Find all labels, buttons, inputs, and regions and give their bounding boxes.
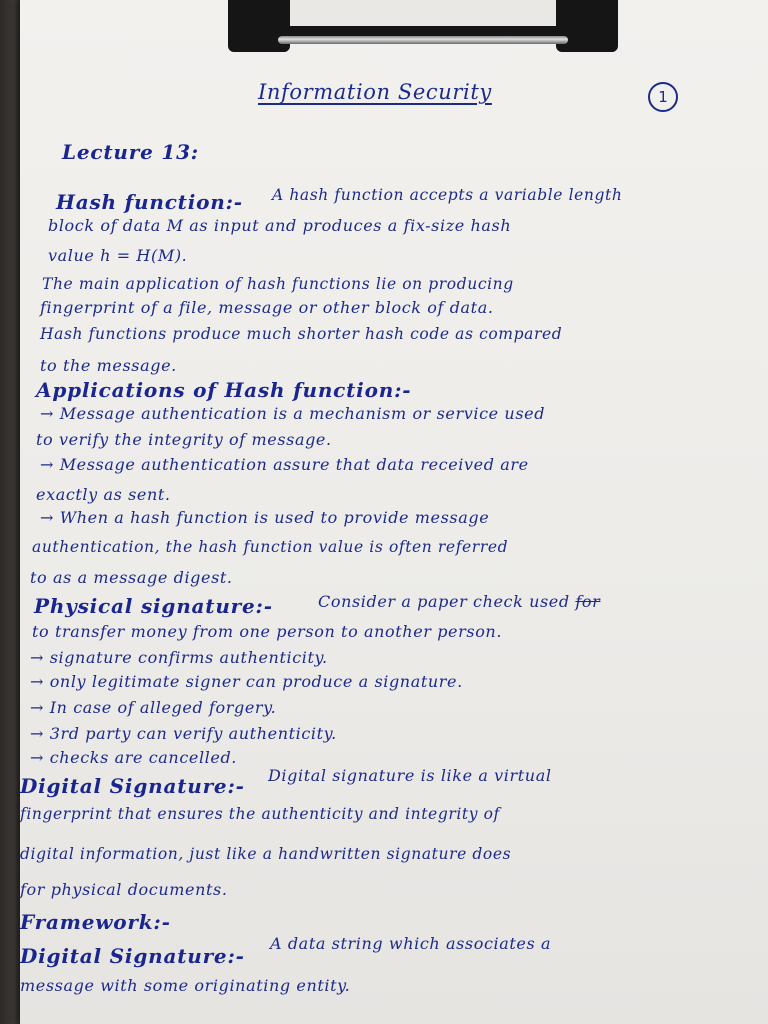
clipboard-clip — [228, 0, 618, 54]
hash-definition-line-1: A hash function accepts a variable length — [272, 186, 623, 204]
applications-point-3a: → When a hash function is used to provide message — [40, 508, 490, 527]
physical-point-4: → 3rd party can verify authenticity. — [30, 724, 337, 743]
clip-right-jaw — [556, 0, 618, 52]
application-line-1: The main application of hash functions lie on producing — [42, 275, 514, 293]
hash-function-heading: Hash function:- — [56, 190, 243, 214]
application-line-2: fingerprint of a file, message or other block of data. — [40, 298, 494, 317]
applications-point-3c: to as a message digest. — [30, 568, 233, 587]
applications-point-3b: authentication, the hash function value is often referred — [32, 538, 509, 556]
digital-signature-line-1d: for physical documents. — [20, 880, 228, 899]
physical-point-5: → checks are cancelled. — [30, 748, 237, 767]
clip-frame — [250, 0, 596, 36]
clip-wire — [278, 36, 568, 44]
framework-heading: Framework:- — [20, 910, 171, 934]
applications-point-1a: → Message authentication is a mechanism or service used — [40, 404, 546, 423]
digital-signature-line-1a: Digital signature is like a virtual — [268, 766, 552, 785]
applications-point-2a: → Message authentication assure that data received are — [40, 455, 529, 474]
digital-signature-2-line-1b: message with some originating entity. — [20, 976, 351, 995]
lecture-heading: Lecture 13: — [62, 140, 199, 164]
applications-point-2b: exactly as sent. — [36, 485, 171, 504]
physical-point-1: → signature confirms authenticity. — [30, 648, 328, 667]
physical-point-2: → only legitimate signer can produce a signature. — [30, 672, 463, 691]
clip-left-jaw — [228, 0, 290, 52]
hash-definition-line-2: block of data M as input and produces a fix-size hash — [48, 216, 512, 235]
page-title: Information Security — [258, 80, 492, 104]
digital-signature-2-heading: Digital Signature:- — [20, 944, 245, 968]
physical-signature-line-1b: to transfer money from one person to another person. — [32, 622, 503, 641]
page-number: 1 — [648, 82, 678, 112]
hash-definition-line-3: value h = H(M). — [48, 246, 188, 265]
physical-signature-text: Consider a paper check used — [318, 592, 570, 611]
physical-signature-line-1a — [318, 592, 600, 611]
digital-signature-line-1c: digital information, just like a handwritten signature does — [20, 845, 512, 863]
application-line-3: Hash functions produce much shorter hash code as compared — [40, 325, 563, 343]
notebook-page — [20, 0, 768, 1024]
application-line-4: to the message. — [40, 356, 177, 375]
applications-heading: Applications of Hash function:- — [36, 378, 412, 402]
digital-signature-line-1b: fingerprint that ensures the authenticity and integrity of — [20, 805, 500, 823]
digital-signature-2-line-1a: A data string which associates a — [270, 934, 552, 953]
applications-point-1b: to verify the integrity of message. — [36, 430, 332, 449]
digital-signature-heading: Digital Signature:- — [20, 774, 245, 798]
physical-signature-heading: Physical signature:- — [34, 594, 273, 618]
struck-word: for — [575, 592, 601, 611]
physical-point-3: → In case of alleged forgery. — [30, 698, 277, 717]
